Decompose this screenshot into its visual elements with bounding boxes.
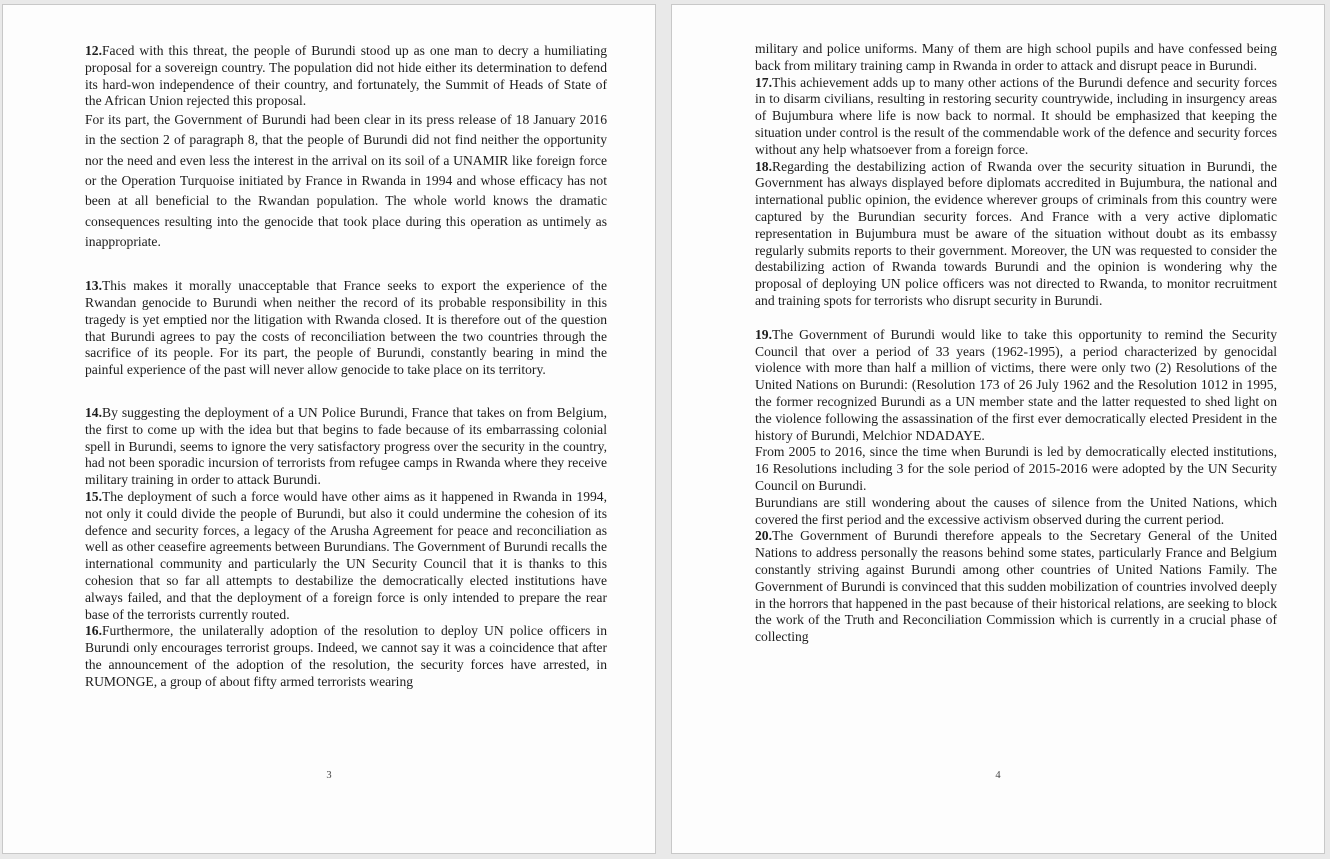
paragraph-19: 19.The Government of Burundi would like to take this opportunity to remind the Security Council that over a period of 33 years (1962-1995), a period characterized by genocidal violence with more than half a million of victims, there were only two (2) Resolutions of the United Nations on Burundi: (Resolution 173 of 26 July 1962 and the Resolution 1012 in 1995, the former recognized Burundi as a UN member state and the latter requested to shed light on the violence following the assassination of the first ever democratically elected President in the history of Burundi, Melchior NDADAYE. bbox=[755, 326, 1277, 443]
paragraph-12: 12.Faced with this threat, the people of Burundi stood up as one man to decry a humiliating proposal for a sovereign country. The population did not hide either its determination to defend its hard-won independence of their country, and fortunately, the Summit of Heads of State of the African Union rejected this proposal. bbox=[85, 43, 607, 109]
page-number: 3 bbox=[326, 770, 332, 781]
paragraph-17: 17.This achievement adds up to many other actions of the Burundi defence and security forces in to disarm civilians, resulting in restoring security countrywide, including in insurgency areas of Bujumbura where life is now back to normal. It should be emphasized that keeping the situation under control is the result of the commendable work of the defence and security forces without any help whatsoever from a foreign force. bbox=[755, 74, 1277, 157]
paragraph-12-continued: For its part, the Government of Burundi had been clear in its press release of 18 January 2016 in the section 2 of paragraph 8, that the people of Burundi did not find neither the opportunity nor the need and even less the interest in the arrival on its soil of a UNAMIR like foreign force or the Operation Turquoise initiated by France in Rwanda in 1994 and whose efficacy has not been at all beneficial to the Rwandan population. The whole world knows the dramatic consequences resulting into the genocide that took place during this operation as untimely as inappropriate. bbox=[85, 112, 607, 249]
paragraph-16-continued: military and police uniforms. Many of them are high school pupils and have confessed being back from military training camp in Rwanda in order to attack and disrupt peace in Burundi. bbox=[755, 41, 1277, 73]
paragraph-19-resolutions: From 2005 to 2016, since the time when Burundi is led by democratically elected institutions, 16 Resolutions including 3 for the sole period of 2015-2016 were adopted by the UN Security Council on Burundi. bbox=[755, 444, 1277, 493]
paragraph-20: 20.The Government of Burundi therefore appeals to the Secretary General of the United Nations to address personally the reasons behind some states, particularly France and Belgium constantly striving against Burundi among other countries of United Nations Family. The Government of Burundi is convinced that this sudden mobilization of countries involved deeply in the horrors that happened in the past because of their historical relations, are seeking to block the work of the Truth and Reconciliation Commission which is currently in a crucial phase of collecting bbox=[755, 528, 1277, 645]
paragraph-18: 18.Regarding the destabilizing action of Rwanda over the security situation in Burundi, the Government has always displayed before diplomats accredited in Bujumbura, the national and international public opinion, the evidence wherever groups of criminals from this country were captured by the Burundian security forces. And France with a very active diplomatic representation in Bujumbura must be aware of the situation without doubt as its embassy regularly submits reports to their government. Moreover, the UN was requested to consider the destabilizing action of Rwanda towards Burundi and the opinion is wondering why the proposal of deploying UN police officers was not directed to Rwanda, to monitor recruitment and training spots for terrorists who disrupt security in Burundi. bbox=[755, 158, 1277, 308]
page-number: 4 bbox=[995, 770, 1001, 781]
paragraph-14: 14.By suggesting the deployment of a UN Police Burundi, France that takes on from Belgium, the first to come up with the idea but that begins to fade because of its embarrassing colonial spell in Burundi, seems to ignore the very satisfactory progress over the security in the country, had not been sporadic incursion of terrorists from refugee camps in Rwanda where they receive military training in order to attack Burundi. bbox=[85, 405, 607, 488]
paragraph-19-question: Burundians are still wondering about the causes of silence from the United Nations, which covered the first period and the excessive activism observed during the current period. bbox=[755, 494, 1277, 527]
page-3-body bbox=[85, 43, 607, 691]
page-4-body bbox=[755, 41, 1277, 646]
paragraph-15: 15.The deployment of such a force would have other aims as it happened in Rwanda in 1994, not only it could divide the people of Burundi, but also it could undermine the cohesion of its defence and security forces, a legacy of the Arusha Agreement for peace and reconciliation as well as other ceasefire agreements between Burundians. The Government of Burundi recalls the international community and particularly the UN Security Council that it is thanks to this cohesion that so far all attempts to destabilize the democratically elected institutions have always failed, and that the deployment of a foreign force is only intended to prepare the rear base of the terrorists currently routed. bbox=[85, 489, 607, 622]
paragraph-13: 13.This makes it morally unacceptable that France seeks to export the experience of the Rwandan genocide to Burundi when neither the record of its probable responsibility in this tragedy is yet emptied nor the litigation with Rwanda closed. It is therefore out of the question that Burundi agrees to pay the costs of reconciliation between the two countries through the sacrifice of its people. For its part, the people of Burundi, constantly bearing in mind the painful experience of the past will never allow genocide to take place on its territory. bbox=[85, 278, 607, 378]
document-page-3 bbox=[2, 4, 656, 854]
document-page-4 bbox=[671, 4, 1325, 854]
paragraph-16: 16.Furthermore, the unilaterally adoption of the resolution to deploy UN police officers in Burundi only encourages terrorist groups. Indeed, we cannot say it was a coincidence that after the announcement of the adoption of the resolution, the security forces have arrested, in RUMONGE, a group of about fifty armed terrorists wearing bbox=[85, 623, 607, 689]
